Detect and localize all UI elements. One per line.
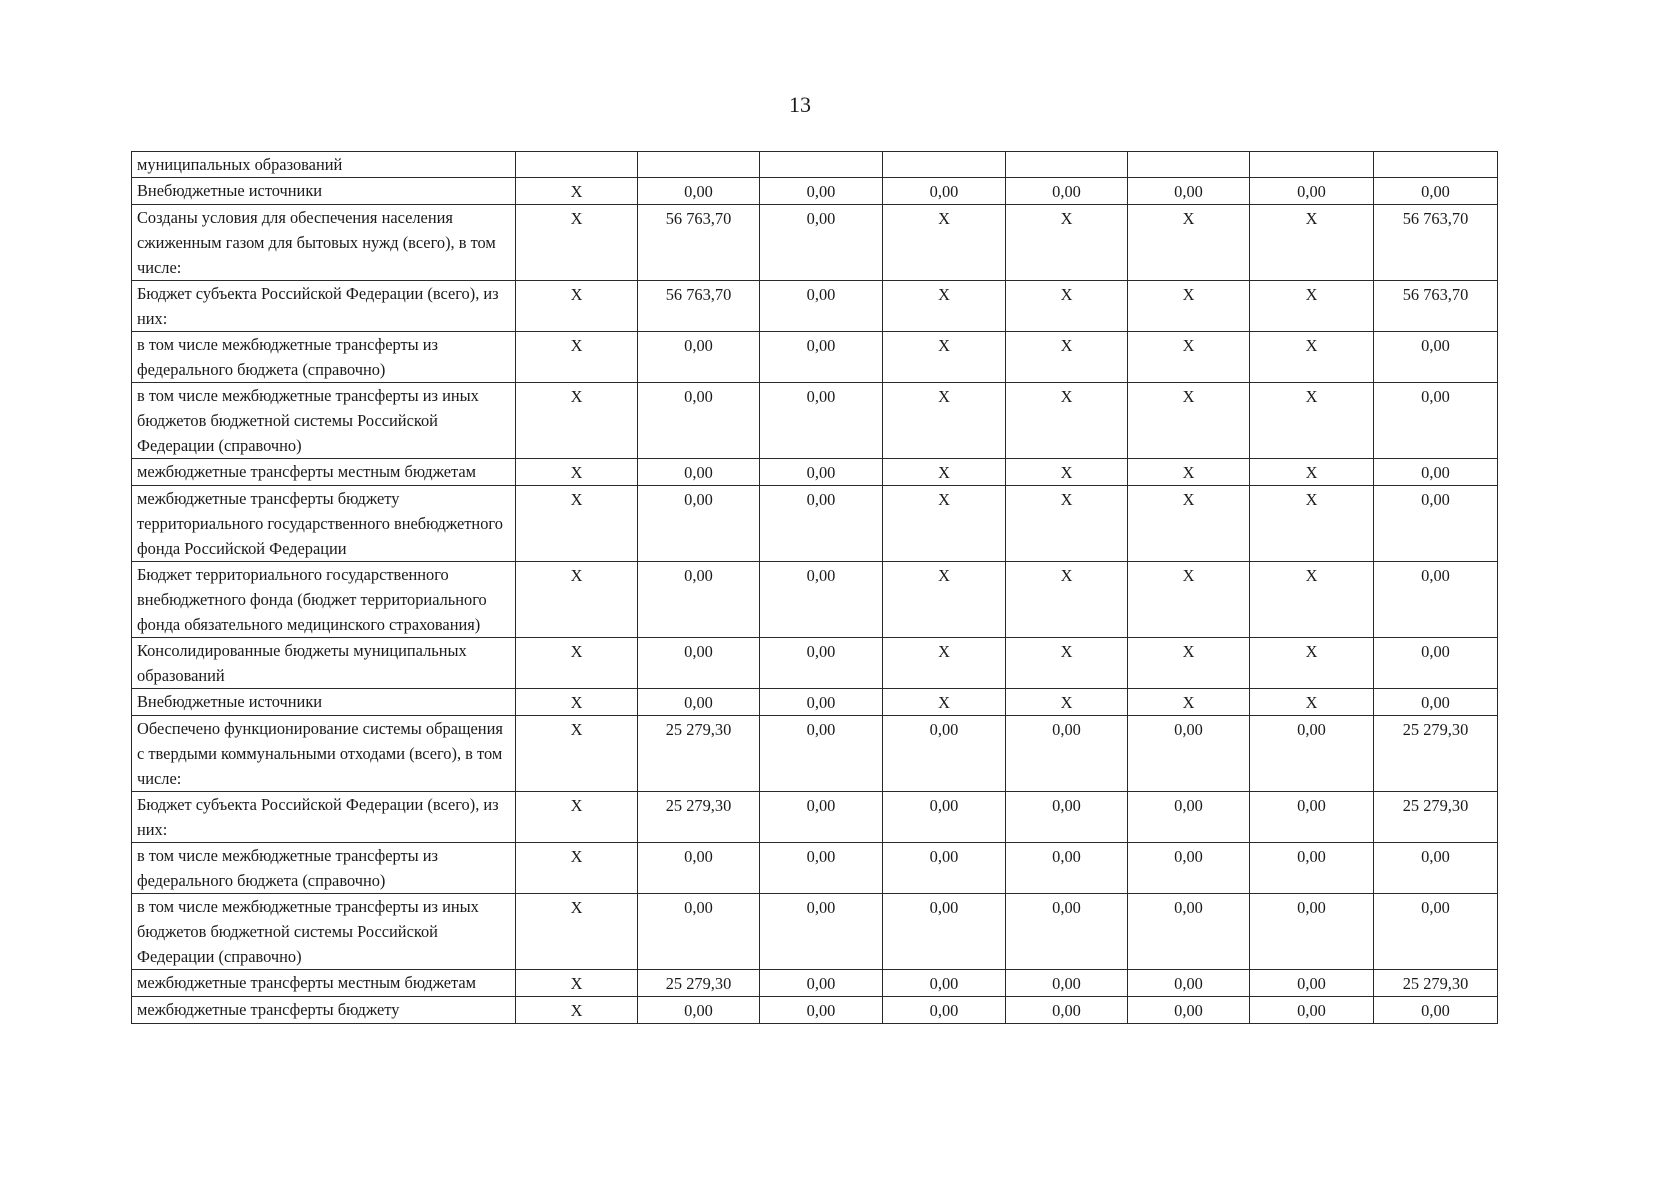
value-cell: Х (516, 716, 638, 792)
value-cell: 0,00 (883, 970, 1006, 997)
value-cell: 0,00 (760, 689, 883, 716)
value-cell: 0,00 (638, 894, 760, 970)
value-cell: Х (883, 205, 1006, 281)
value-cell: Х (516, 792, 638, 843)
value-cell: 0,00 (883, 716, 1006, 792)
value-cell: Х (1250, 383, 1374, 459)
page-number: 13 (789, 92, 811, 117)
value-cell: Х (516, 638, 638, 689)
value-cell: 0,00 (1250, 792, 1374, 843)
value-cell: 0,00 (1374, 383, 1498, 459)
value-cell: Х (1006, 281, 1128, 332)
table-row (132, 843, 1498, 894)
table-body (132, 152, 1498, 1024)
value-cell: 0,00 (760, 843, 883, 894)
value-cell: 0,00 (1250, 178, 1374, 205)
value-cell: 0,00 (1250, 894, 1374, 970)
row-label: муниципальных образований (132, 152, 516, 178)
value-cell: 0,00 (1128, 997, 1250, 1024)
row-label: в том числе межбюджетные трансферты из иных бюджетов бюджетной системы Российской Федерации (справочно) (132, 383, 516, 459)
value-cell: 0,00 (1128, 970, 1250, 997)
value-cell: Х (1006, 459, 1128, 486)
value-cell: 0,00 (760, 178, 883, 205)
value-cell: 0,00 (1006, 178, 1128, 205)
value-cell: 25 279,30 (1374, 970, 1498, 997)
value-cell: 0,00 (1128, 716, 1250, 792)
table-row (132, 178, 1498, 205)
row-label: межбюджетные трансферты местным бюджетам (132, 459, 516, 486)
row-label: Созданы условия для обеспечения населения сжиженным газом для бытовых нужд (всего), в том числе: (132, 205, 516, 281)
value-cell: 0,00 (1006, 843, 1128, 894)
value-cell (1128, 152, 1250, 178)
value-cell: Х (1250, 281, 1374, 332)
value-cell: 0,00 (1374, 178, 1498, 205)
value-cell: 0,00 (1128, 792, 1250, 843)
value-cell: 0,00 (1128, 894, 1250, 970)
value-cell: Х (1006, 638, 1128, 689)
table-row (132, 562, 1498, 638)
row-label: Бюджет субъекта Российской Федерации (всего), из них: (132, 281, 516, 332)
value-cell: Х (516, 562, 638, 638)
value-cell: Х (883, 689, 1006, 716)
value-cell (883, 152, 1006, 178)
value-cell: Х (1128, 486, 1250, 562)
row-label: Бюджет субъекта Российской Федерации (всего), из них: (132, 792, 516, 843)
row-label: межбюджетные трансферты местным бюджетам (132, 970, 516, 997)
value-cell (1250, 152, 1374, 178)
value-cell: Х (1128, 332, 1250, 383)
value-cell: Х (1006, 562, 1128, 638)
value-cell: 0,00 (1006, 997, 1128, 1024)
value-cell: 0,00 (638, 562, 760, 638)
value-cell: Х (516, 997, 638, 1024)
value-cell: 0,00 (1250, 997, 1374, 1024)
value-cell: 0,00 (760, 562, 883, 638)
table-row (132, 894, 1498, 970)
value-cell: 0,00 (760, 792, 883, 843)
value-cell: 0,00 (638, 383, 760, 459)
table-row (132, 716, 1498, 792)
value-cell: 0,00 (760, 205, 883, 281)
value-cell: Х (516, 281, 638, 332)
value-cell: 0,00 (883, 997, 1006, 1024)
value-cell: 25 279,30 (638, 716, 760, 792)
value-cell: 0,00 (638, 332, 760, 383)
value-cell: Х (516, 332, 638, 383)
value-cell: Х (1006, 689, 1128, 716)
value-cell: 0,00 (1128, 178, 1250, 205)
row-label: Внебюджетные источники (132, 178, 516, 205)
row-label: Обеспечено функционирование системы обращения с твердыми коммунальными отходами (всего), в том числе: (132, 716, 516, 792)
value-cell: 0,00 (760, 638, 883, 689)
value-cell: Х (516, 843, 638, 894)
value-cell: 0,00 (760, 332, 883, 383)
row-label: в том числе межбюджетные трансферты из иных бюджетов бюджетной системы Российской Федерации (справочно) (132, 894, 516, 970)
value-cell: 0,00 (760, 716, 883, 792)
value-cell: 0,00 (638, 843, 760, 894)
value-cell: Х (1006, 205, 1128, 281)
value-cell: Х (1006, 332, 1128, 383)
budget-table (131, 151, 1498, 1024)
row-label: Консолидированные бюджеты муниципальных образований (132, 638, 516, 689)
value-cell: Х (883, 638, 1006, 689)
value-cell: Х (1128, 205, 1250, 281)
row-label: межбюджетные трансферты бюджету (132, 997, 516, 1024)
value-cell: 0,00 (638, 486, 760, 562)
row-label: межбюджетные трансферты бюджету территориального государственного внебюджетного фонда Российской Федерации (132, 486, 516, 562)
value-cell (760, 152, 883, 178)
value-cell: Х (1128, 638, 1250, 689)
value-cell: 25 279,30 (638, 970, 760, 997)
value-cell: 0,00 (883, 843, 1006, 894)
value-cell: 0,00 (1374, 894, 1498, 970)
value-cell (1374, 152, 1498, 178)
value-cell: Х (1250, 459, 1374, 486)
value-cell: 0,00 (883, 792, 1006, 843)
value-cell: 0,00 (1006, 716, 1128, 792)
value-cell: Х (516, 205, 638, 281)
value-cell: 25 279,30 (1374, 792, 1498, 843)
table-row (132, 792, 1498, 843)
value-cell: 0,00 (1374, 843, 1498, 894)
table-row (132, 689, 1498, 716)
value-cell: 25 279,30 (638, 792, 760, 843)
value-cell: 0,00 (1128, 843, 1250, 894)
value-cell: 56 763,70 (1374, 281, 1498, 332)
value-cell: 0,00 (883, 178, 1006, 205)
value-cell: 0,00 (1374, 332, 1498, 383)
value-cell: Х (1250, 689, 1374, 716)
table-row (132, 638, 1498, 689)
table-row (132, 281, 1498, 332)
value-cell: 0,00 (1006, 894, 1128, 970)
value-cell: Х (516, 486, 638, 562)
value-cell: Х (1128, 689, 1250, 716)
value-cell: 0,00 (1006, 970, 1128, 997)
table-row (132, 332, 1498, 383)
value-cell: 0,00 (760, 459, 883, 486)
value-cell: Х (516, 970, 638, 997)
value-cell: Х (516, 459, 638, 486)
value-cell: Х (1250, 562, 1374, 638)
value-cell: Х (883, 562, 1006, 638)
row-label: в том числе межбюджетные трансферты из федерального бюджета (справочно) (132, 843, 516, 894)
value-cell: Х (1128, 383, 1250, 459)
row-label: Внебюджетные источники (132, 689, 516, 716)
value-cell: 0,00 (1250, 970, 1374, 997)
value-cell: Х (1250, 332, 1374, 383)
value-cell: Х (1128, 281, 1250, 332)
value-cell: Х (883, 332, 1006, 383)
value-cell: 0,00 (1374, 689, 1498, 716)
value-cell: Х (516, 894, 638, 970)
value-cell: Х (516, 178, 638, 205)
value-cell: Х (883, 486, 1006, 562)
value-cell: 0,00 (1374, 638, 1498, 689)
value-cell: 0,00 (638, 178, 760, 205)
value-cell: Х (1128, 459, 1250, 486)
value-cell: 0,00 (883, 894, 1006, 970)
value-cell: Х (516, 383, 638, 459)
value-cell: Х (1128, 562, 1250, 638)
table-row (132, 486, 1498, 562)
value-cell: Х (1006, 486, 1128, 562)
value-cell (1006, 152, 1128, 178)
value-cell: 0,00 (638, 689, 760, 716)
row-label: в том числе межбюджетные трансферты из федерального бюджета (справочно) (132, 332, 516, 383)
value-cell: Х (883, 459, 1006, 486)
table-row (132, 459, 1498, 486)
value-cell: 0,00 (1006, 792, 1128, 843)
table-row (132, 152, 1498, 178)
value-cell: 0,00 (760, 997, 883, 1024)
value-cell: 56 763,70 (1374, 205, 1498, 281)
value-cell: 0,00 (1374, 459, 1498, 486)
value-cell: 0,00 (1374, 562, 1498, 638)
table-row (132, 970, 1498, 997)
value-cell: Х (516, 689, 638, 716)
value-cell: 0,00 (760, 486, 883, 562)
value-cell: 0,00 (760, 894, 883, 970)
row-label: Бюджет территориального государственного внебюджетного фонда (бюджет территориального фонда обязательного медицинского страхования) (132, 562, 516, 638)
table-row (132, 205, 1498, 281)
value-cell: 0,00 (1374, 486, 1498, 562)
value-cell: 0,00 (1250, 843, 1374, 894)
value-cell: Х (1006, 383, 1128, 459)
value-cell: Х (1250, 638, 1374, 689)
value-cell: Х (1250, 486, 1374, 562)
value-cell: 0,00 (638, 997, 760, 1024)
value-cell: 0,00 (638, 638, 760, 689)
value-cell: 25 279,30 (1374, 716, 1498, 792)
value-cell: 56 763,70 (638, 281, 760, 332)
value-cell: Х (883, 281, 1006, 332)
value-cell: 0,00 (1250, 716, 1374, 792)
value-cell: 0,00 (760, 970, 883, 997)
value-cell: Х (883, 383, 1006, 459)
value-cell: 0,00 (760, 383, 883, 459)
table-row (132, 383, 1498, 459)
value-cell: 0,00 (1374, 997, 1498, 1024)
value-cell (516, 152, 638, 178)
value-cell: 0,00 (760, 281, 883, 332)
table-row (132, 997, 1498, 1024)
value-cell: 56 763,70 (638, 205, 760, 281)
value-cell: 0,00 (638, 459, 760, 486)
value-cell (638, 152, 760, 178)
value-cell: Х (1250, 205, 1374, 281)
